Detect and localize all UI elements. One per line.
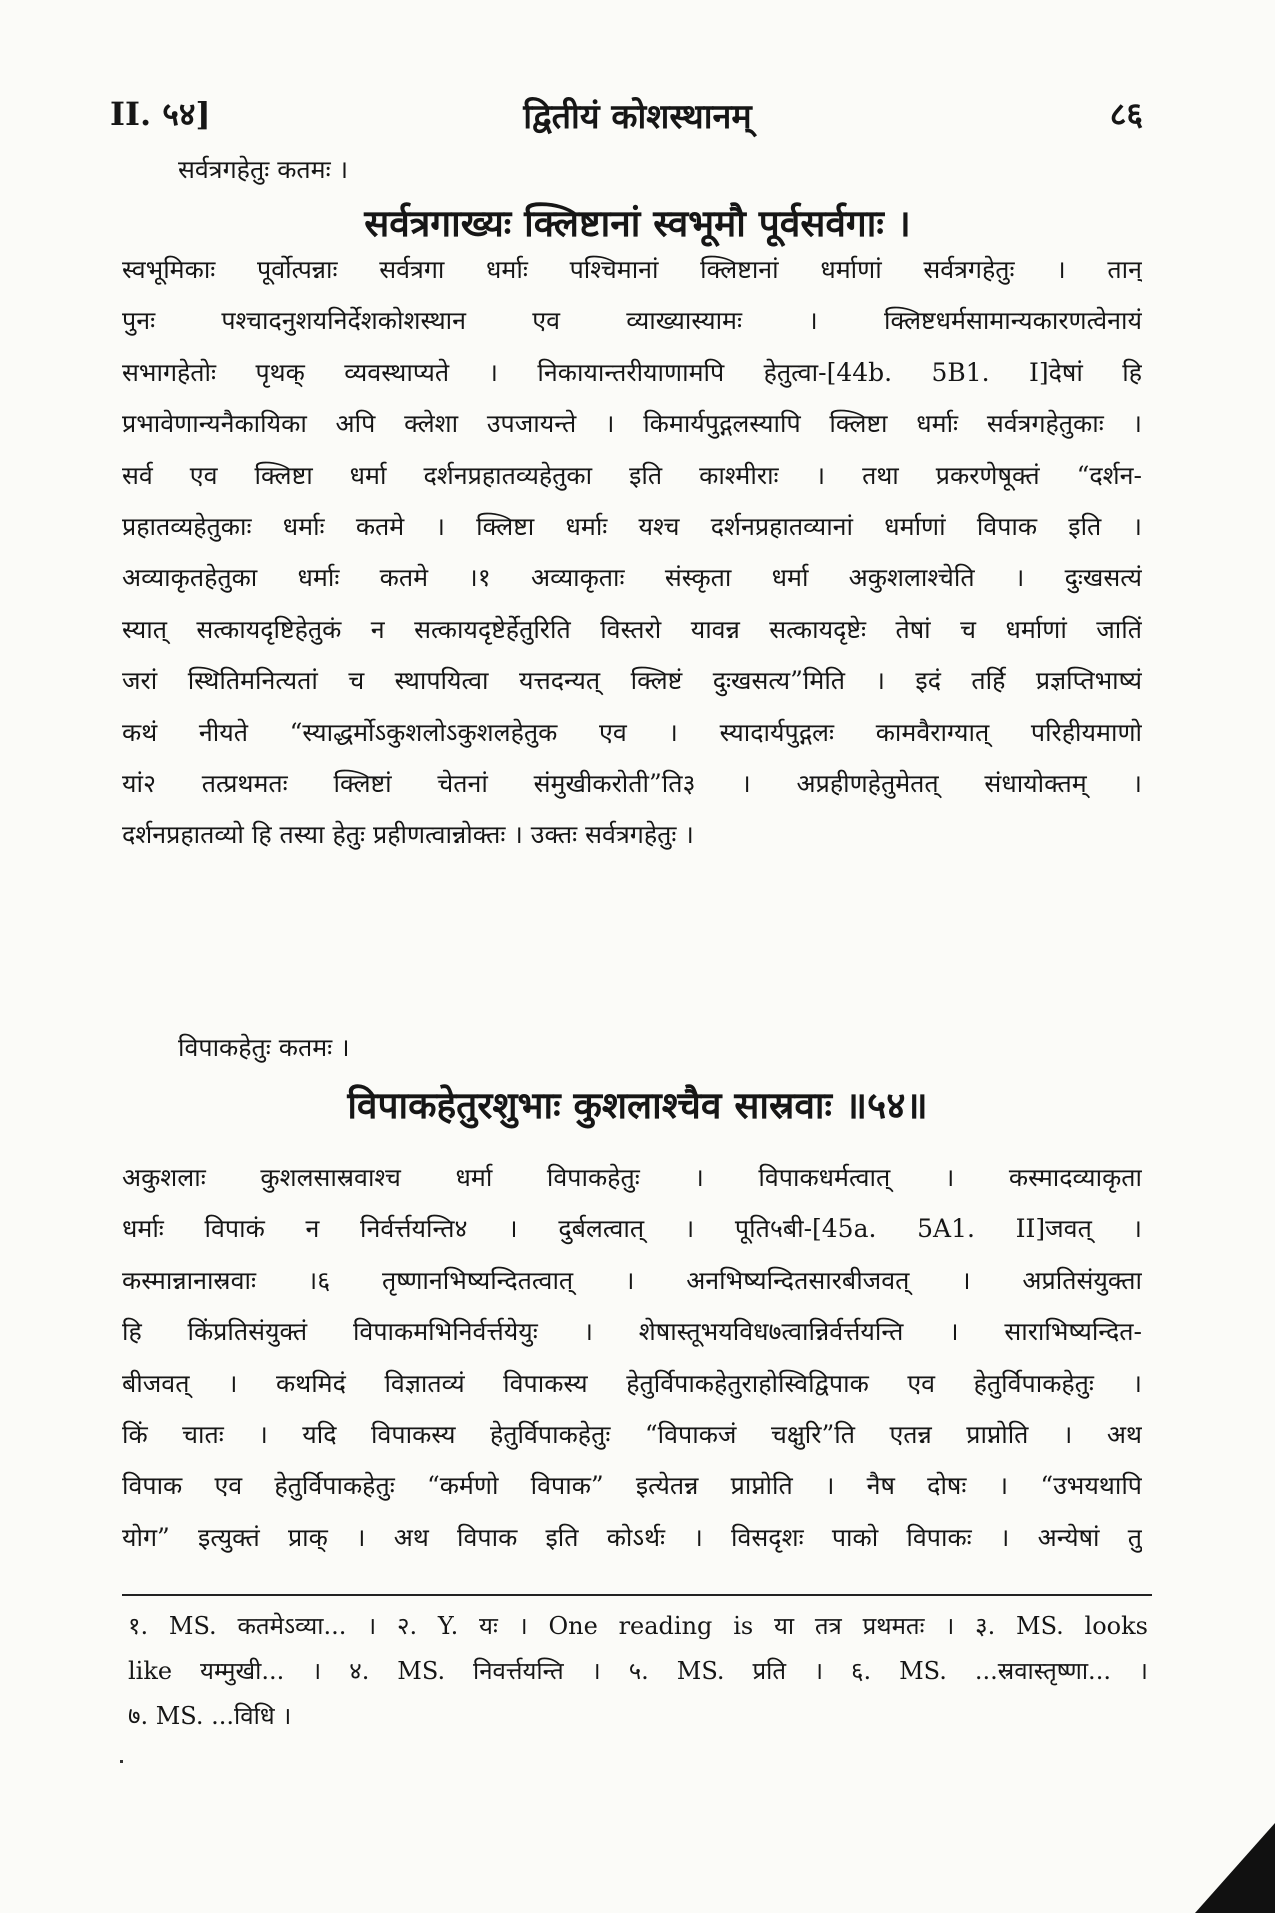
text-line: अव्याकृतहेतुका धर्माः कतमे ।१ अव्याकृताः संस्कृता धर्मा अकुशलाश्चेति । दुःखसत्यं — [122, 563, 1142, 593]
scan-speck — [120, 1760, 123, 1763]
page-number: ८६ — [1109, 95, 1143, 133]
scan-corner-shadow — [1195, 1823, 1275, 1913]
footnote-line: like यम्मुखी... । ४. MS. निवर्त्तयन्ति । ५. MS. प्रति । ६. MS. ...स्रवास्तृष्णा... । — [128, 1657, 1148, 1685]
text-line: योग” इत्युक्तं प्राक् । अथ विपाक इति कोऽर्थः । विसदृशः पाको विपाकः । अन्येषां तु — [122, 1522, 1142, 1552]
text-line: यां२ तत्प्रथमतः क्लिष्टां चेतनां संमुखीकरोती”ति३ । अप्रहीणहेतुमेतत् संधायोक्तम् । — [122, 769, 1142, 799]
section1-verse: सर्वत्रगाख्यः क्लिष्टानां स्वभूमौ पूर्वसर्वगाः । — [364, 201, 911, 245]
footnote-line: ७. MS. ...विधि । — [128, 1702, 292, 1730]
footnotes — [128, 1604, 1148, 1739]
text-line: सभागहेतोः पृथक् व्यवस्थाप्यते । निकायान्तरीयाणामपि हेतुत्वा-[44b. 5B1. I]देषां हि — [122, 357, 1142, 387]
footnote-line: १. MS. कतमेऽव्या... । २. Y. यः । One reading is या तत्र प्रथमतः । ३. MS. looks — [128, 1612, 1148, 1640]
text-line: स्वभूमिकाः पूर्वोत्पन्नाः सर्वत्रगा धर्माः पश्चिमानां क्लिष्टानां धर्माणां सर्वत्रगहेतुः । तान् — [122, 255, 1142, 284]
section1-commentary — [122, 244, 1142, 861]
text-line: बीजवत् । कथमिदं विज्ञातव्यं विपाकस्य हेतुर्विपाकहेतुराहोस्विद्विपाक एव हेतुर्विपाकहेतुः । — [122, 1368, 1142, 1398]
text-line: प्रहातव्यहेतुकाः धर्माः कतमे । क्लिष्टा धर्माः यश्च दर्शनप्रहातव्यानां धर्माणां विपाक इति । — [122, 512, 1142, 542]
section-reference: II. ५४] — [110, 95, 211, 133]
text-line: हि किंप्रतिसंयुक्तं विपाकमभिनिर्वर्त्तयेयुः । शेषास्तूभयविध७त्वान्निर्वर्त्तयन्ति । साराभिष्यन्दित- — [122, 1317, 1142, 1347]
running-header — [0, 92, 1275, 142]
text-line: दर्शनप्रहातव्यो हि तस्या हेतुः प्रहीणत्वान्नोक्तः । उक्तः सर्वत्रगहेतुः । — [122, 820, 694, 850]
text-line: सर्व एव क्लिष्टा धर्मा दर्शनप्रहातव्यहेतुका इति काश्मीराः । तथा प्रकरणेषूक्तं “दर्शन- — [122, 460, 1142, 490]
text-line: कथं नीयते “स्याद्धर्मोऽकुशलोऽकुशलहेतुक एव । स्यादार्यपुद्गलः कामवैराग्यात् परिहीयमाणो — [122, 717, 1142, 747]
text-line: विपाक एव हेतुर्विपाकहेतुः “कर्मणो विपाक” इत्येतन्न प्राप्नोति । नैष दोषः । “उभयथापि — [122, 1471, 1142, 1501]
section2-verse: विपाकहेतुरशुभाः कुशलाश्चैव सास्रवाः ॥५४॥ — [347, 1083, 928, 1127]
text-line: प्रभावेणान्यनैकायिका अपि क्लेशा उपजायन्ते । किमार्यपुद्गलस्यापि क्लिष्टा धर्माः सर्वत्रगहेतुकाः । — [122, 409, 1142, 439]
text-line: पुनः पश्चादनुशयनिर्देशकोशस्थान एव व्याख्यास्यामः । क्लिष्टधर्मसामान्यकारणत्वेनायं — [122, 306, 1142, 336]
text-line: जरां स्थितिमनित्यतां च स्थापयित्वा यत्तदन्यत् क्लिष्टं दुःखसत्य”मिति । इदं तर्हि प्रज्ञप्तिभाष्यं — [122, 666, 1142, 696]
text-line: धर्माः विपाकं न निर्वर्त्तयन्ति४ । दुर्बलत्वात् । पूति५बी-[45a. 5A1. II]जवत् । — [122, 1214, 1142, 1244]
text-line: अकुशलाः कुशलसास्रवाश्च धर्मा विपाकहेतुः । विपाकधर्मत्वात् । कस्मादव्याकृता — [122, 1163, 1142, 1192]
section1-intro: सर्वत्रगहेतुः कतमः । — [178, 155, 349, 184]
section2-commentary — [122, 1152, 1142, 1563]
chapter-title: द्वितीयं कोशस्थानम् — [523, 97, 752, 137]
section2-intro: विपाकहेतुः कतमः । — [178, 1033, 350, 1062]
footnote-divider — [122, 1594, 1152, 1596]
text-line: किं चातः । यदि विपाकस्य हेतुर्विपाकहेतुः “विपाकजं चक्षुरि”ति एतन्न प्राप्नोति । अथ — [122, 1420, 1142, 1450]
text-line: कस्मान्नानास्रवाः ।६ तृष्णानभिष्यन्दितत्वात् । अनभिष्यन्दितसारबीजवत् । अप्रतिसंयुक्ता — [122, 1265, 1142, 1295]
text-line: स्यात् सत्कायदृष्टिहेतुकं न सत्कायदृष्टेर्हेतुरिति विस्तरो यावन्न सत्कायदृष्टेः तेषां च धर्माणां जातिं — [122, 614, 1142, 644]
